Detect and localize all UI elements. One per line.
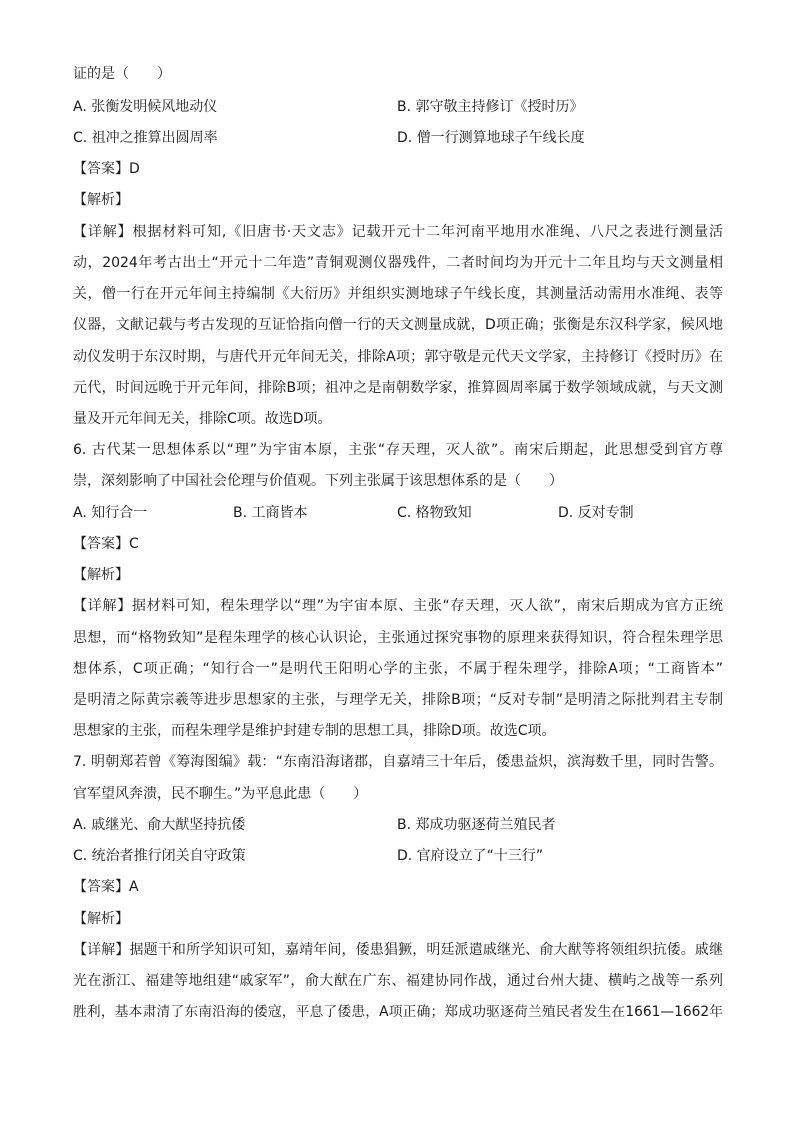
q7-option-b: B. 郑成功驱逐荷兰殖民者	[397, 817, 556, 833]
q6-detail-line: 是明清之际黄宗羲等进步思想家的主张，与理学无关，排除B项；“反对专制”是明清之际批判君主专制	[73, 692, 723, 708]
q5-option-c: C. 祖冲之推算出圆周率	[73, 130, 218, 146]
q7-detail-line: 光在浙江、福建等地组建“戚家军”，俞大猷在广东、福建协同作战，通过台州大捷、横屿之战等一系列	[73, 973, 723, 989]
q7-stem-line: 官军望风奔溃，民不聊生。”为平息此患（ ）	[73, 786, 368, 802]
q5-detail-line: 关，僧一行在开元年间主持编制《大衍历》并组织实测地球子午线长度，其测量活动需用水准绳、表等	[73, 286, 723, 302]
q7-option-c: C. 统治者推行闭关自守政策	[73, 848, 246, 864]
q5-answer: 【答案】D	[73, 161, 140, 177]
q6-stem-line: 崇，深刻影响了中国社会伦理与价值观。下列主张属于该思想体系的是（ ）	[73, 473, 563, 489]
q6-option-d: D. 反对专制	[558, 505, 634, 521]
q6-analysis-label: 【解析】	[73, 567, 129, 583]
q7-stem-line: 7. 明朝郑若曾《筹海图编》载：“东南沿海诸郡，自嘉靖三十年后，倭患益炽，滨海数千里，同时告警。	[73, 754, 723, 770]
q6-detail-line: 【详解】据材料可知，程朱理学以“理”为宇宙本原、主张“存天理，灭人欲”，南宋后期成为官方正统	[73, 598, 723, 614]
q6-detail-line: 想体系，C项正确；“知行合一”是明代王阳明心学的主张，不属于程朱理学，排除A项；“工商皆本”	[73, 661, 723, 677]
q5-detail-line: 仪器，文献记载与考古发现的互证恰指向僧一行的天文测量成就，D项正确；张衡是东汉科学家，候风地	[73, 317, 723, 333]
q7-option-a: A. 戚继光、俞大猷坚持抗倭	[73, 817, 246, 833]
q5-detail-line: 元代，时间远晚于开元年间，排除B项；祖冲之是南朝数学家，推算圆周率属于数学领域成就，与天文测	[73, 380, 723, 396]
q7-detail-line: 胜利，基本肃清了东南沿海的倭寇，平息了倭患，A项正确；郑成功驱逐荷兰殖民者发生在1661—1662年	[73, 1004, 723, 1020]
q7-analysis-label: 【解析】	[73, 911, 129, 927]
q5-option-a: A. 张衡发明候风地动仪	[73, 99, 218, 115]
q6-option-a: A. 知行合一	[73, 505, 148, 521]
q5-detail-line: 【详解】根据材料可知,《旧唐书·天文志》记载开元十二年河南平地用水准绳、八尺之表进行测量活	[73, 224, 723, 240]
q5-detail-line: 动仪发明于东汉时期，与唐代开元年间无关，排除A项；郭守敬是元代天文学家，主持修订《授时历》在	[73, 349, 723, 365]
q5-option-d: D. 僧一行测算地球子午线长度	[397, 130, 585, 146]
q5-stem-tail: 证的是（ ）	[73, 66, 171, 82]
q6-detail-line: 思想家的主张，而程朱理学是维护封建专制的思想工具，排除D项。故选C项。	[73, 723, 556, 739]
q7-option-d: D. 官府设立了“十三行”	[397, 848, 544, 864]
q5-detail-line: 量及开元年间无关，排除C项。故选D项。	[73, 411, 332, 427]
q6-detail-line: 思想，而“格物致知”是程朱理学的核心认识论，主张通过探究事物的原理来获得知识，符合程朱理学思	[73, 630, 723, 646]
q6-option-c: C. 格物致知	[397, 505, 472, 521]
q5-option-b: B. 郭守敬主持修订《授时历》	[397, 99, 584, 115]
q5-analysis-label: 【解析】	[73, 192, 129, 208]
q6-stem-line: 6. 古代某一思想体系以“理”为宇宙本原，主张“存天理，灭人欲”。南宋后期起，此思想受到官方尊	[73, 442, 723, 458]
q6-answer: 【答案】C	[73, 536, 139, 552]
q7-detail-line: 【详解】据题干和所学知识可知，嘉靖年间，倭患猖獗，明廷派遣戚继光、俞大猷等将领组织抗倭。戚继	[73, 942, 723, 958]
q5-detail-line: 动，2024年考古出土“开元十二年造”青铜观测仪器残件，二者时间均为开元十二年且均与天文测量相	[73, 255, 723, 271]
q7-answer: 【答案】A	[73, 879, 139, 895]
q6-option-b: B. 工商皆本	[233, 505, 308, 521]
